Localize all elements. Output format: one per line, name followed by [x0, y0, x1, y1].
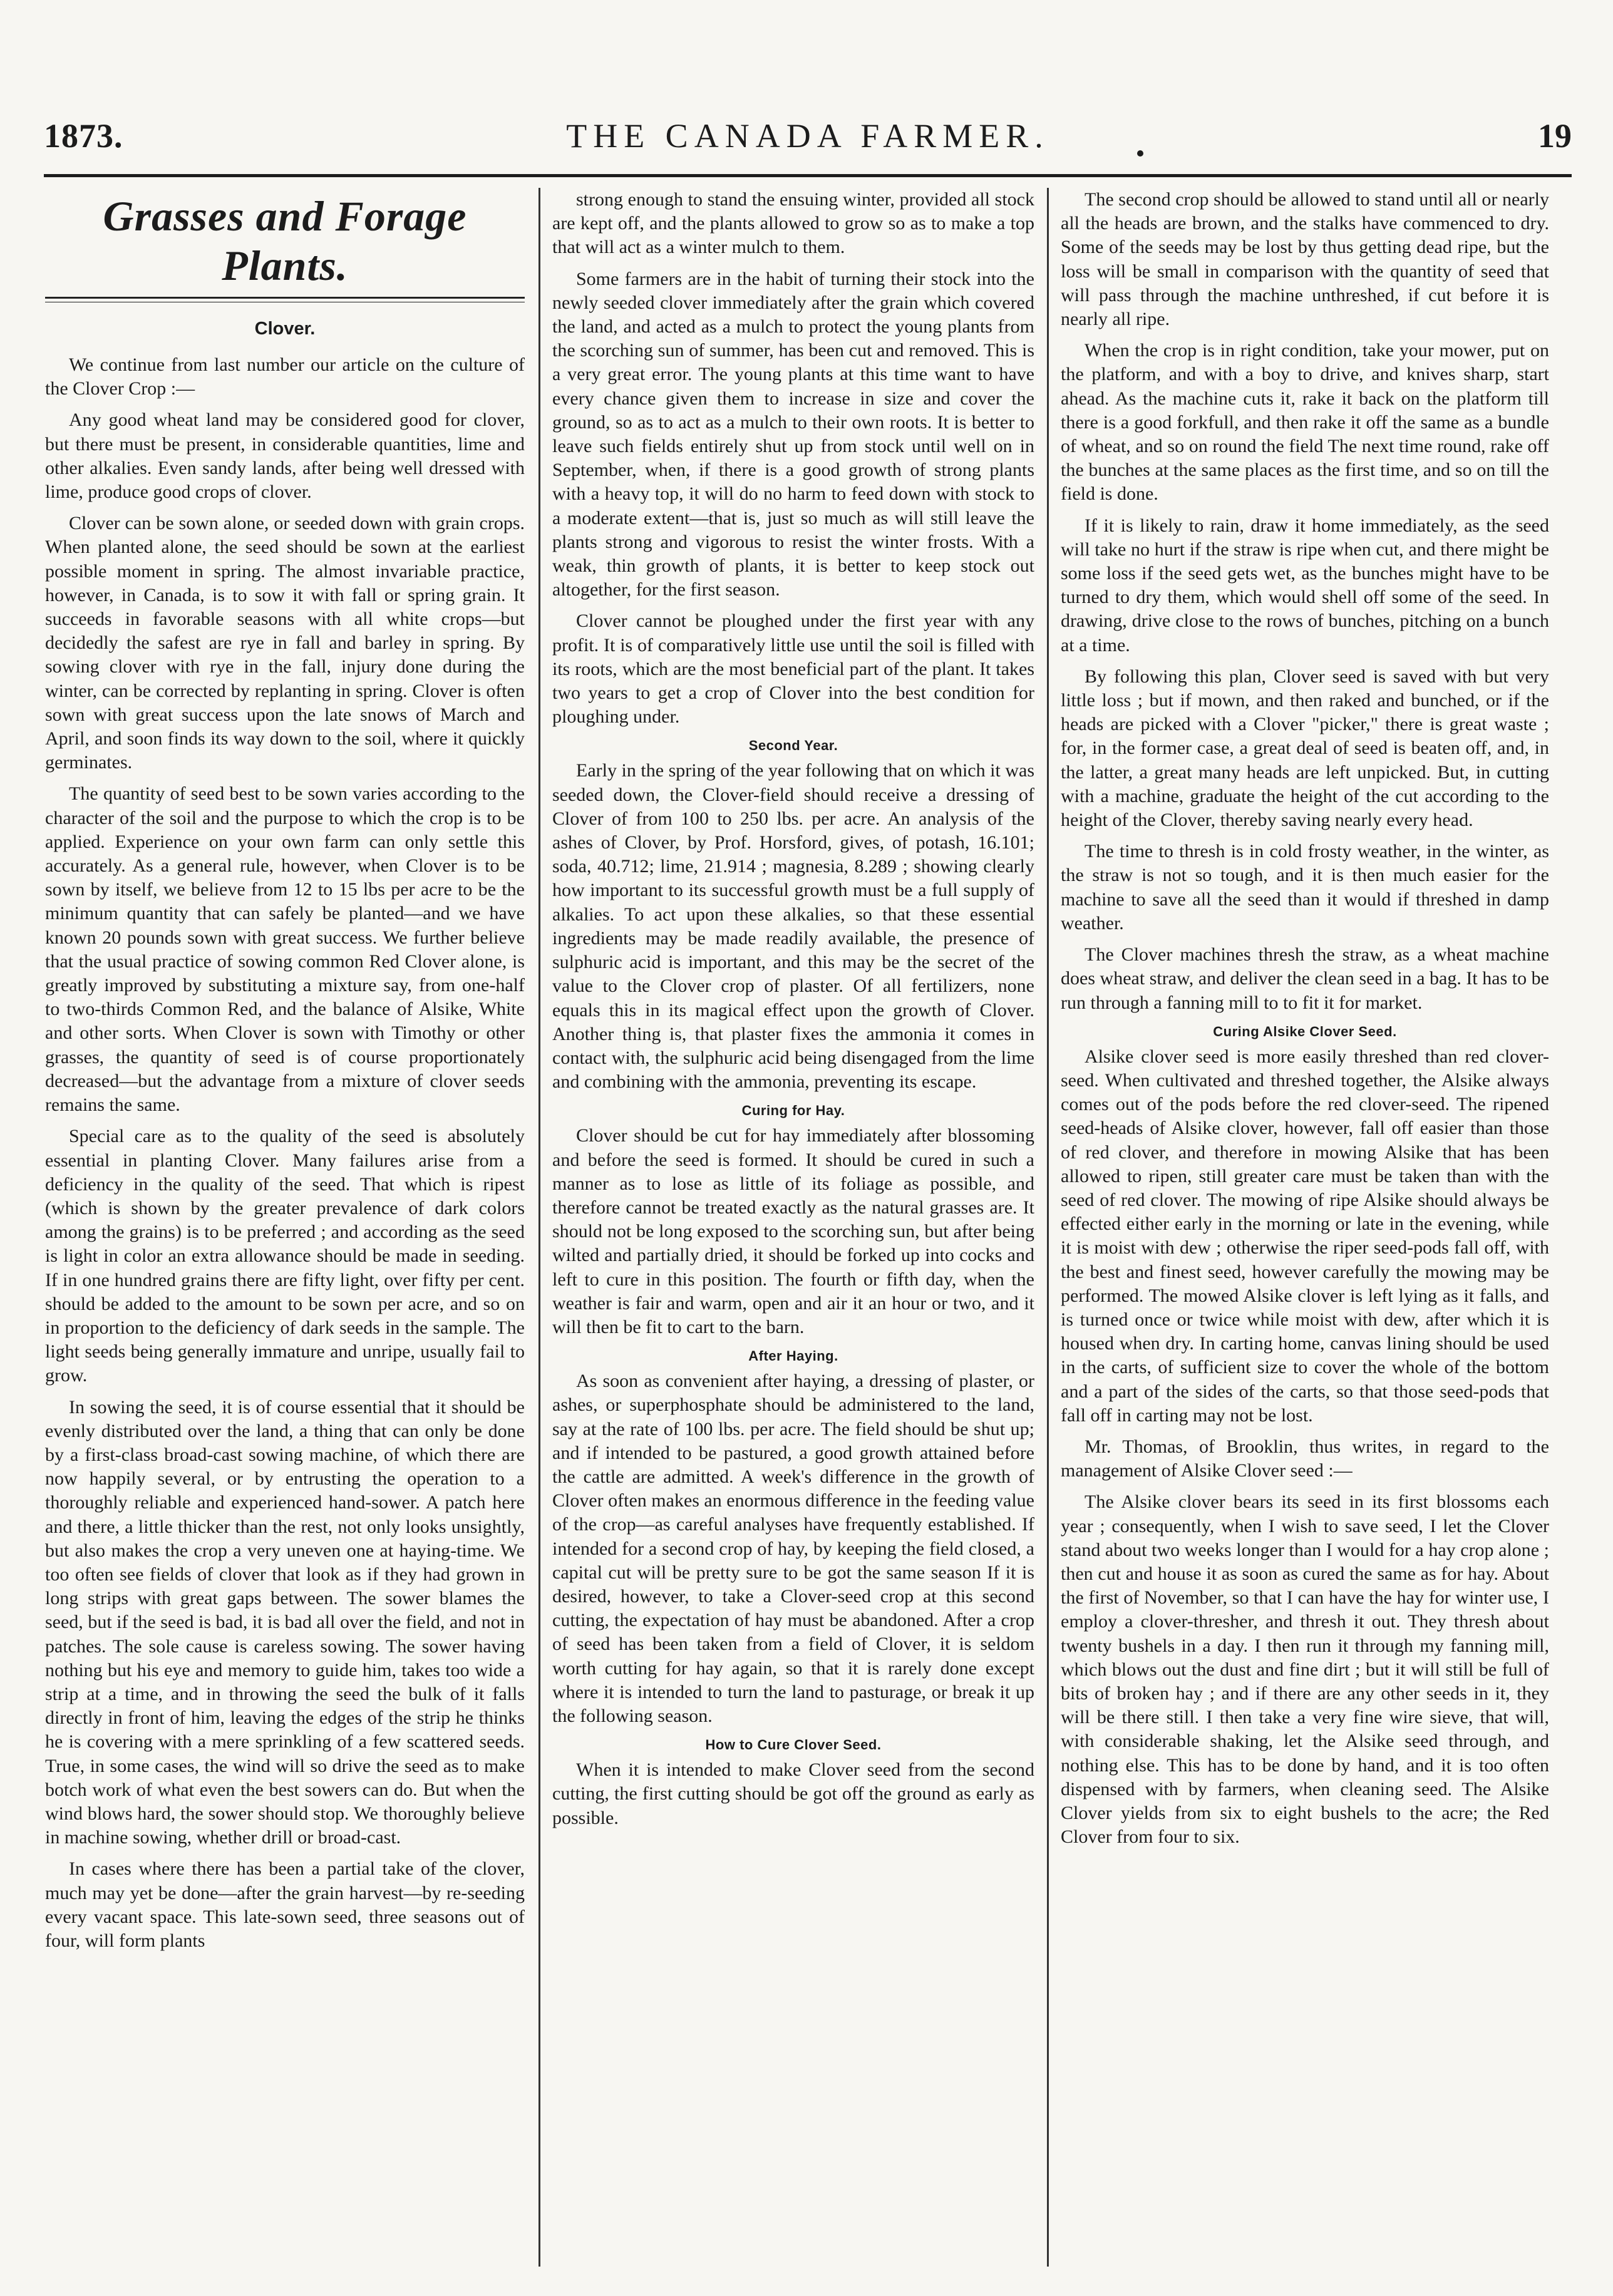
subsection-heading: After Haying. [748, 1348, 838, 1364]
subsection-heading: Second Year. [748, 738, 838, 754]
masthead-rule [44, 174, 1572, 177]
column-3 [1061, 188, 1549, 2279]
paragraph: Clover cannot be ploughed under the first year with any profit. It is of comparatively little use until the soil is filled with its roots, which are the most beneficial part of the plant. It takes two years to get a crop of Clover into the best condition for ploughing under. [552, 610, 1034, 728]
paragraph: In cases where there has been a partial take of the clover, much may yet be done—after the grain harvest—by re-seeding every vacant space. This late-sown seed, three seasons out of four, will form plants [45, 1858, 525, 1951]
issue-year: 1873. [44, 117, 123, 155]
masthead [44, 116, 1572, 167]
column-divider-2 [1047, 188, 1049, 2267]
paragraph: We continue from last number our article on the culture of the Clover Crop :— [45, 354, 525, 399]
paragraph: Clover can be sown alone, or seeded down with grain crops. When planted alone, the seed should be sown at the earliest possible moment in spring. The almost invariable practice, however, in Canada, is to sow it with fall or spring grain. It succeeds in favorable seasons with all white crops—but decidedly the safest are rye in fall and barley in spring. By sowing clover with rye in the fall, injury done during the winter, can be corrected by replanting in spring. Clover is often sown with great success upon the late snows of March and April, and soon finds its way down to the soil, where it quickly germinates. [45, 513, 525, 773]
paragraph: When it is intended to make Clover seed from the second cutting, the first cutting should be got off the ground as early as possible. [552, 1759, 1034, 1828]
paragraph: In sowing the seed, it is of course essential that it should be evenly distributed over the land, a thing that can only be done by a first-class broad-cast sowing machine, of which there are now happily several, or by entrusting the operation to a thoroughly reliable and experienced hand-sower. A patch here and there, a little thicker than the rest, not only looks unsightly, but also makes the crop a very uneven one at haying-time. We too often see fields of clover that look as if they had grown in long strips with great gaps between. The sower blames the seed, but if the seed is bad, it is bad all over the field, and not in patches. The sole cause is careless sowing. The sower having nothing but his eye and memory to guide him, takes too wide a strip at a time, and in throwing the seed the bulk of it falls directly in front of him, leaving the edges of the strip he thinks he is covering with a mere sprinkling of a few scattered seeds. True, in some cases, the wind will so drive the seed as to make botch work of what even the best sowers can do. But when the wind blows hard, the sower should stop. We thoroughly believe in machine sowing, whether drill or broad-cast. [45, 1396, 525, 1848]
column-2 [552, 188, 1034, 2279]
paragraph: strong enough to stand the ensuing winter, provided all stock are kept off, and the plants allowed to grow so as to make a top that will act as a winter mulch to them. [552, 189, 1034, 258]
subsection-heading: Curing for Hay. [741, 1103, 845, 1119]
paragraph: As soon as convenient after haying, a dressing of plaster, or ashes, or superphosphate should be administered to the land, say at the rate of 100 lbs. per acre. The field should be shut up; and if intended to be pastured, a good growth attained before the cattle are admitted. A week's difference in the growth of Clover often makes an enormous difference in the feeding value of the crop—as careful analyses have frequently established. If intended for a second crop of hay, by keeping the field closed, a capital cut will be pretty sure to be got the same season If it is desired, however, to take a Clover-seed crop at this second cutting, the expectation of hay must be abandoned. After a crop of seed has been taken from a field of Clover, it is seldom worth cutting for hay again, so that it is rarely done except where it is intended to turn the land to pasturage, or break it up the following season. [552, 1371, 1034, 1726]
paragraph: Clover should be cut for hay immediately after blossoming and before the seed is formed. It should be cured in such a manner as to lose as little of its foliage as possible, and therefore cannot be treated exactly as the natural grasses are. It should not be long exposed to the scorching sun, but after being wilted and partially dried, it should be forked up into cocks and left to cure in this position. The fourth or fifth day, when the weather is fair and warm, open and air it an hour or two, and it will then be fit to cart to the barn. [552, 1125, 1034, 1337]
article-title: Clover. [254, 319, 316, 339]
paragraph: By following this plan, Clover seed is saved with but very little loss ; but if mown, and then raked and bunched, or if the heads are picked with a Clover "picker," there is great waste ; for, in the former case, a great deal of seed is beaten off, and, in the latter, a great many heads are left unpicked. But, in cutting with a machine, graduate the height of the cut according to the height of the Clover, thereby saving nearly every head. [1061, 666, 1549, 831]
section-rule [45, 297, 525, 302]
section-heading: Grasses and Forage Plants. [103, 192, 467, 289]
column-divider-1 [539, 188, 540, 2267]
newspaper-title: THE CANADA FARMER. [566, 117, 1049, 155]
masthead-dot [1137, 150, 1143, 157]
paragraph: Any good wheat land may be considered good for clover, but there must be present, in considerable quantities, lime and other alkalies. Even sandy lands, after being well dressed with lime, produce good crops of clover. [45, 409, 525, 503]
paragraph: Alsike clover seed is more easily threshed than red clover-seed. When cultivated and threshed together, the Alsike always comes out of the pods before the red clover-seed. The ripened seed-heads of Alsike clover, however, fall off easier than those of red clover, and therefore in mowing Alsike that has been allowed to ripen, still greater care must be taken than with the seed of red clover. The mowing of ripe Alsike should always be effected either early in the morning or late in the evening, while it is moist with dew ; otherwise the riper seed-pods fall off, with the best and finest seed, however carefully the mowing may be performed. The mowed Alsike clover is left lying as it falls, and is turned once or twice while moist with dew, after which it is housed when dry. In carting home, canvas lining should be used in the carts, of sufficient size to cover the whole of the bottom and a part of the sides of the carts, so that those seed-pods that fall off in carting may not be lost. [1061, 1046, 1549, 1426]
paragraph: The quantity of seed best to be sown varies according to the character of the soil and the purpose to which the crop is to be applied. Experience on your own farm can only settle this accurately. As a general rule, however, when Clover is to be sown by itself, we believe from 12 to 15 lbs per acre to be the minimum quantity that can safely be planted—and we have known 20 pounds sown with great success. We further believe that the usual practice of sowing common Red Clover alone, is greatly improved by substituting a mixture say, from one-half to two-thirds Common Red, and the balance of Alsike, White and other sorts. When Clover is sown with Timothy or other grasses, the quantity of seed is of course proportionately decreased—but the advantage from a mixture of clover seeds remains the same. [45, 783, 525, 1116]
paragraph: When the crop is in right condition, take your mower, put on the platform, and with a boy to drive, and knives sharp, start ahead. As the machine cuts it, rake it back on the platform till there is a good forkfull, and then rake it off the same as a bundle of wheat, and so on round the field The next time round, rake off the bunches at the same places as the first time, and so on till the field is done. [1061, 340, 1549, 505]
column-1 [45, 188, 525, 2279]
subsection-heading: Curing Alsike Clover Seed. [1213, 1023, 1397, 1039]
paragraph: Mr. Thomas, of Brooklin, thus writes, in regard to the management of Alsike Clover seed :— [1061, 1436, 1549, 1481]
paragraph: The Alsike clover bears its seed in its first blossoms each year ; consequently, when I wish to save seed, I let the Clover stand about two weeks longer than I would for a hay crop alone ; then cut and house it as soon as cured the same as for hay. About the first of November, so that I can have the hay for winter use, I employ a clover-thresher, and thresh it out. They thresh about twenty bushels in a day. I then run it through my fanning mill, which blows out the dust and fine dirt ; but it will still be full of bits of broken hay ; and if there are any other seeds in it, they will be there still. I then take a very fine wire sieve, that will, with considerable shaking, let the Alsike seed through, and nothing else. This has to be done by hand, and it is too often dispensed with by farmers, when cleaning seed. The Alsike Clover yields from six to eight bushels to the acre; the Red Clover from four to six. [1061, 1491, 1549, 1848]
paragraph: Early in the spring of the year following that on which it was seeded down, the Clover-field should receive a dressing of Clover of from 100 to 250 lbs. per acre. An analysis of the ashes of Clover, by Prof. Horsford, gives, of potash, 16.101; soda, 40.712; lime, 21.914 ; magnesia, 8.289 ; showing clearly how important to its successful growth must be a full supply of alkalies. To act upon these alkalies, so that these essential ingredients may be made readily available, the presence of sulphuric acid is important, and this may be the secret of the value to the Clover crop of plaster. Of all fertilizers, none equals this in its magical effect upon the growth of Clover. Another thing is, that plaster fixes the ammonia it comes in contact with, the sulphuric acid being disengaged from the lime and combining with the ammonia, preventing its escape. [552, 760, 1034, 1093]
paragraph: If it is likely to rain, draw it home immediately, as the seed will take no hurt if the straw is ripe when cut, and there might be some loss if the seed gets wet, as the bunches might have to be turned to dry them, which would shell off some of the seed. In drawing, drive close to the rows of bunches, pitching on a bunch at a time. [1061, 515, 1549, 656]
paragraph: The time to thresh is in cold frosty weather, in the winter, as the straw is not so tough, and it is then much easier for the machine to save all the seed than it would if threshed in damp weather. [1061, 841, 1549, 934]
subsection-heading: How to Cure Clover Seed. [705, 1737, 882, 1753]
paragraph: The Clover machines thresh the straw, as a wheat machine does wheat straw, and deliver the clean seed in a bag. It has to be run through a fanning mill to to fit it for market. [1061, 944, 1549, 1013]
paragraph: Some farmers are in the habit of turning their stock into the newly seeded clover immediately after the grain which covered the land, and acted as a mulch to protect the young plants from the scorching sun of summer, has been cut and removed. This is a very great error. The young plants at this time want to have every chance given them to increase in size and cover the ground, so as to act as a mulch to their own roots. It is better to leave such fields entirely shut up from stock until well on in September, when, if there is a good growth of strong plants with a heavy top, it will do no harm to feed down with stock to a moderate extent—that is, just so much as will still leave the plants strong and vigorous to resist the winter frosts. With a weak, thin growth of plants, it is better to keep stock out altogether, for the first season. [552, 268, 1034, 600]
paragraph: The second crop should be allowed to stand until all or nearly all the heads are brown, and the stalks have commenced to dry. Some of the seeds may be lost by thus getting dead ripe, but the loss will be small in comparison with the quantity of seed that will pass through the machine unthreshed, if cut before it is nearly all ripe. [1061, 189, 1549, 330]
page-number: 19 [1538, 117, 1572, 155]
paragraph: Special care as to the quality of the seed is absolutely essential in planting Clover. Many failures arise from a deficiency in the quality of the seed. That which is ripest (which is shown by the greater prevalence of dark colors among the grains) is to be preferred ; and according as the seed is light in color an extra allowance should be made in seeding. If in one hundred grains there are fifty light, over fifty per cent. should be added to the amount to be sown per acre, and so on in proportion to the deficiency of dark seeds in the sample. The light seeds being generally immature and unripe, usually fail to grow. [45, 1126, 525, 1386]
